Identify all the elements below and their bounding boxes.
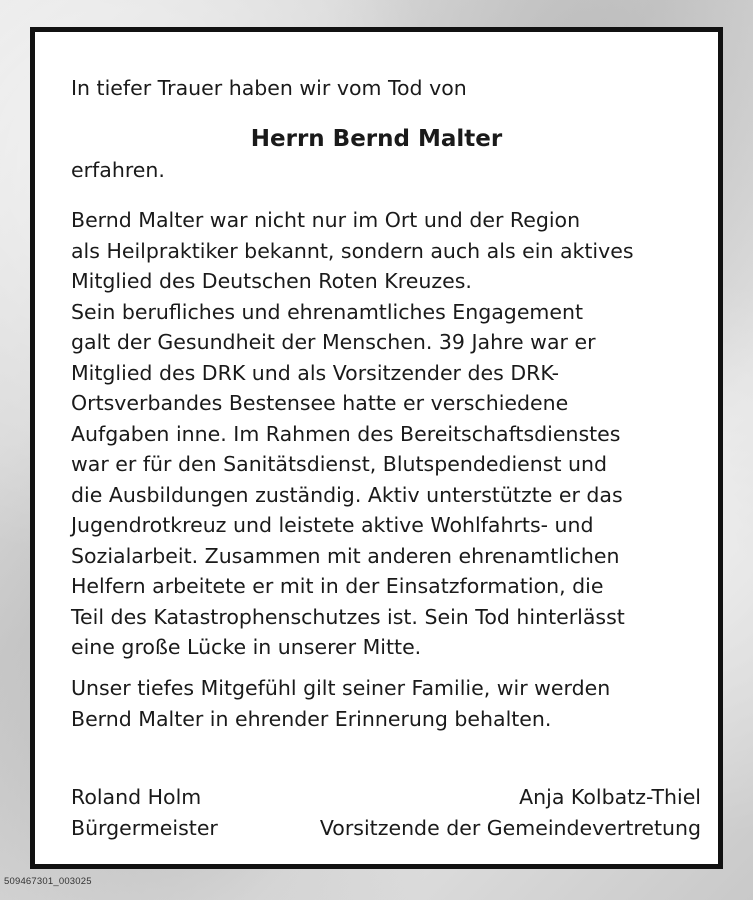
signatory-title: Bürgermeister [71,815,218,840]
signatory-name: Roland Holm [71,785,202,809]
body-line: die Ausbildungen zuständig. Aktiv unterstützte er das [71,482,623,507]
signature-left [71,782,218,843]
body-paragraph [71,205,634,663]
intro-end-text [71,155,165,186]
closing-line: Bernd Malter in ehrender Erinnerung behalten. [71,706,552,731]
body-line: Helfern arbeitete er mit in der Einsatzformation, die [71,574,604,598]
intro-end-line: erfahren. [71,158,165,182]
body-line: Mitglied des Deutschen Roten Kreuzes. [71,269,472,293]
intro-line: In tiefer Trauer haben wir vom Tod von [71,76,467,100]
body-line: als Heilpraktiker bekannt, sondern auch als ein aktives [71,238,634,263]
body-line: eine große Lücke in unserer Mitte. [71,635,422,659]
body-line: Aufgaben inne. Im Rahmen des Bereitschaftsdienstes [71,421,621,446]
body-line: Sein berufliches und ehrenamtliches Engagement [71,299,584,324]
body-line: Teil des Katastrophenschutzes ist. Sein Tod hinterlässt [71,604,625,629]
closing-paragraph [71,673,610,734]
signatory-name: Anja Kolbatz-Thiel [519,785,701,809]
signatory-title: Vorsitzende der Gemeindevertretung [319,815,701,840]
body-line: Mitglied des DRK und als Vorsitzender des DRK- [71,360,560,385]
body-line: Sozialarbeit. Zusammen mit anderen ehrenamtlichen [71,543,620,568]
deceased-name: Herrn Bernd Malter [250,126,503,152]
obituary-notice [30,27,723,869]
closing-line: Unser tiefes Mitgefühl gilt seiner Familie, wir werden [71,676,611,700]
signature-right [320,782,701,843]
ad-reference-code: 509467301_003025 [4,876,92,887]
body-line: Ortsverbandes Bestensee hatte er verschiedene [71,391,569,415]
intro-text [71,73,467,104]
body-line: Jugendrotkreuz und leistete aktive Wohlfahrts- und [71,513,594,537]
body-line: war er für den Sanitätsdienst, Blutspendedienst und [71,452,608,476]
body-line: galt der Gesundheit der Menschen. 39 Jahre war er [71,330,596,354]
body-line: Bernd Malter war nicht nur im Ort und der Region [71,208,581,232]
